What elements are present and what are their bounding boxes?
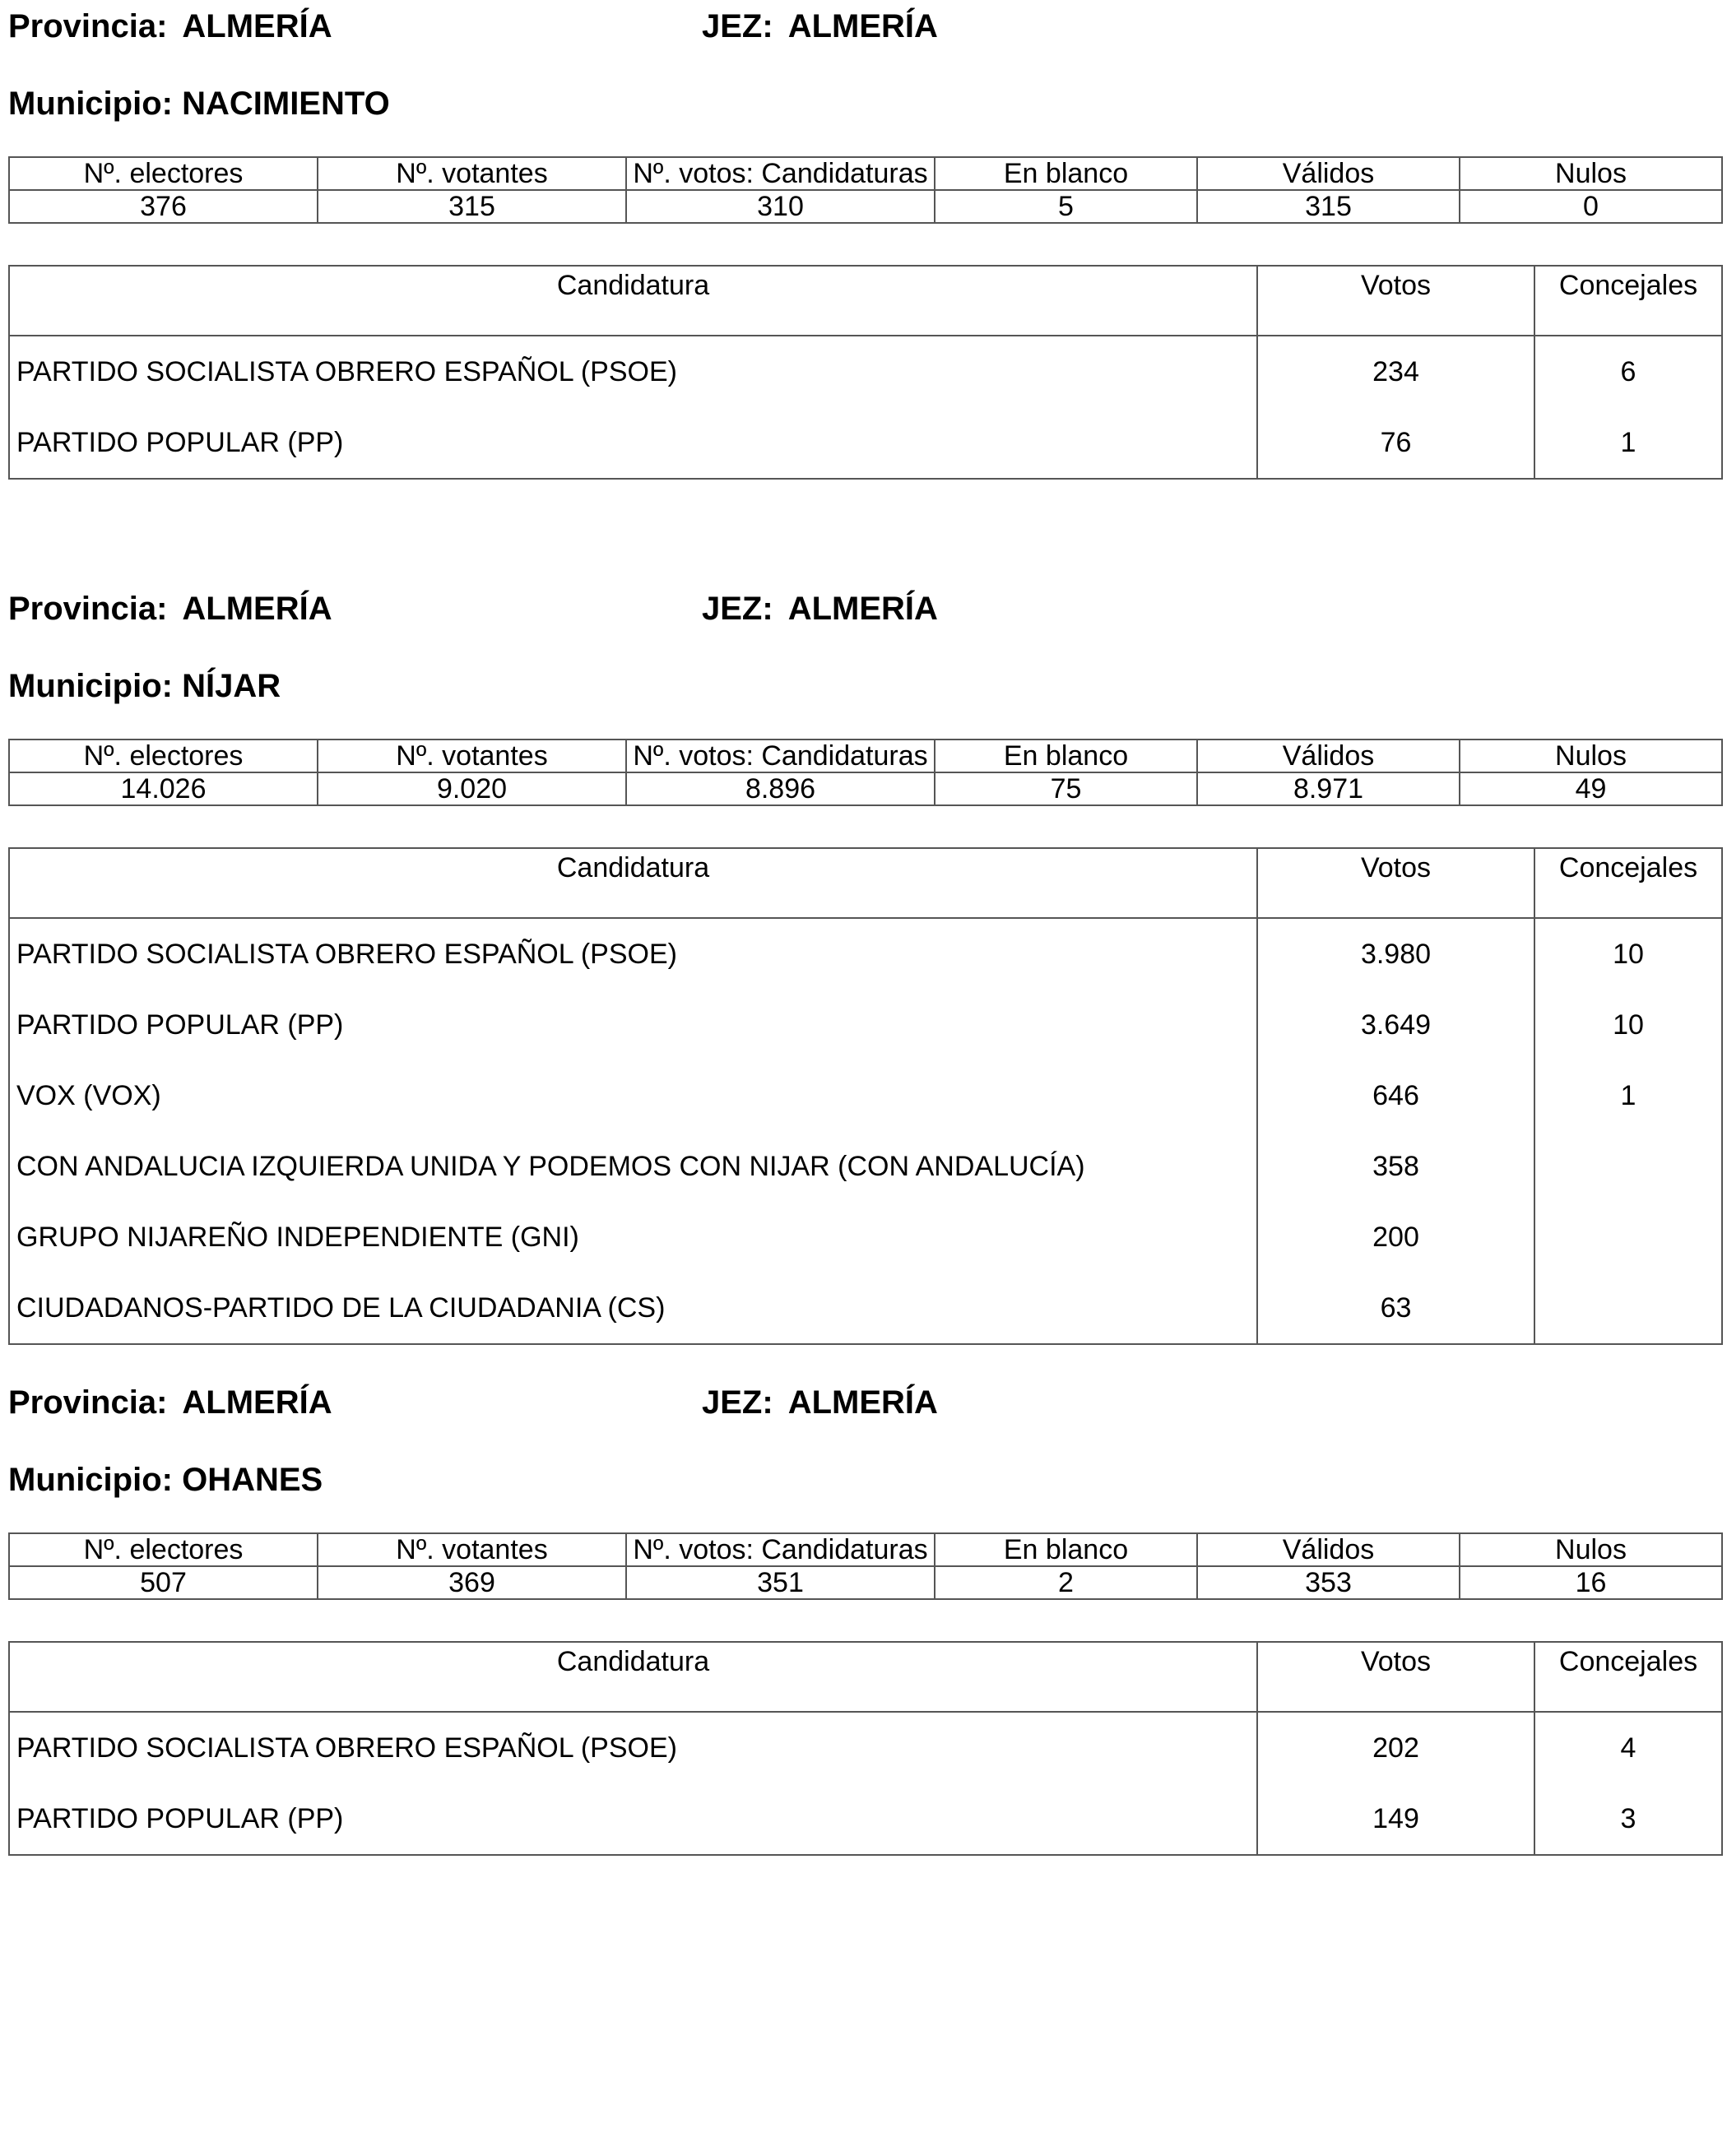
table-row xyxy=(9,1712,1722,1783)
cand-header-row xyxy=(9,1642,1722,1712)
cand-name: CIUDADANOS-PARTIDO DE LA CIUDADANIA (CS) xyxy=(16,1291,666,1324)
cand-concejales: 10 xyxy=(1534,918,1722,990)
stats-votos-candidaturas: 351 xyxy=(626,1566,935,1599)
table-row xyxy=(9,336,1722,407)
jez-value: ALMERÍA xyxy=(787,8,938,44)
cand-name: PARTIDO SOCIALISTA OBRERO ESPAÑOL (PSOE) xyxy=(16,1732,677,1764)
provincia-value: ALMERÍA xyxy=(182,8,332,44)
cand-concejales xyxy=(1534,1131,1722,1202)
cand-votos: 3.649 xyxy=(1257,990,1534,1060)
cand-votos: 200 xyxy=(1257,1202,1534,1273)
cand-concejales xyxy=(1534,1273,1722,1344)
cand-votos: 234 xyxy=(1257,336,1534,407)
cand-votos: 63 xyxy=(1257,1273,1534,1344)
stats-header-electores: Nº. electores xyxy=(9,1533,318,1566)
provincia-heading xyxy=(8,589,332,628)
stats-validos: 8.971 xyxy=(1197,772,1460,805)
jez-label: JEZ: xyxy=(702,591,773,627)
stats-electores: 507 xyxy=(9,1566,318,1599)
cand-votos: 646 xyxy=(1257,1060,1534,1131)
cand-concejales: 4 xyxy=(1534,1712,1722,1783)
stats-header-votos-candidaturas: Nº. votos: Candidaturas xyxy=(626,1533,935,1566)
jez-value: ALMERÍA xyxy=(787,1384,938,1421)
municipio-heading xyxy=(8,84,390,123)
cand-header-candidatura: Candidatura xyxy=(9,848,1257,918)
cand-name: PARTIDO POPULAR (PP) xyxy=(16,426,344,458)
stats-table xyxy=(8,156,1723,224)
stats-header-votantes: Nº. votantes xyxy=(318,157,626,190)
stats-votantes: 315 xyxy=(318,190,626,223)
stats-header-nulos: Nulos xyxy=(1460,1533,1722,1566)
stats-en-blanco: 5 xyxy=(935,190,1197,223)
stats-table xyxy=(8,1532,1723,1600)
stats-votos-candidaturas: 8.896 xyxy=(626,772,935,805)
municipio-value: NÍJAR xyxy=(182,668,281,704)
cand-header-row xyxy=(9,266,1722,336)
table-row xyxy=(9,1060,1722,1131)
municipio-label: Municipio: xyxy=(8,668,173,704)
stats-header-validos: Válidos xyxy=(1197,1533,1460,1566)
stats-votantes: 9.020 xyxy=(318,772,626,805)
cand-name: PARTIDO POPULAR (PP) xyxy=(16,1008,344,1041)
stats-header-validos: Válidos xyxy=(1197,157,1460,190)
cand-votos: 358 xyxy=(1257,1131,1534,1202)
municipio-value: OHANES xyxy=(182,1462,323,1498)
stats-header-electores: Nº. electores xyxy=(9,740,318,772)
table-row xyxy=(9,1131,1722,1202)
provincia-label: Provincia: xyxy=(8,8,168,44)
stats-electores: 14.026 xyxy=(9,772,318,805)
jez-value: ALMERÍA xyxy=(787,591,938,627)
provincia-heading xyxy=(8,1383,332,1422)
candidaturas-table xyxy=(8,1641,1723,1856)
cand-name: CON ANDALUCIA IZQUIERDA UNIDA Y PODEMOS CON NIJAR (CON ANDALUCÍA) xyxy=(16,1150,1085,1182)
stats-validos: 315 xyxy=(1197,190,1460,223)
municipio-heading xyxy=(8,1460,323,1500)
stats-value-row xyxy=(9,1566,1722,1599)
stats-header-votos-candidaturas: Nº. votos: Candidaturas xyxy=(626,157,935,190)
table-row xyxy=(9,1202,1722,1273)
cand-header-concejales: Concejales xyxy=(1534,1642,1722,1712)
provincia-heading xyxy=(8,7,332,46)
stats-table xyxy=(8,739,1723,806)
stats-header-en-blanco: En blanco xyxy=(935,740,1197,772)
stats-en-blanco: 75 xyxy=(935,772,1197,805)
stats-value-row xyxy=(9,190,1722,223)
cand-name: VOX (VOX) xyxy=(16,1079,161,1111)
cand-concejales: 6 xyxy=(1534,336,1722,407)
cand-concejales: 10 xyxy=(1534,990,1722,1060)
cand-header-concejales: Concejales xyxy=(1534,266,1722,336)
cand-header-candidatura: Candidatura xyxy=(9,266,1257,336)
cand-header-votos: Votos xyxy=(1257,266,1534,336)
municipio-label: Municipio: xyxy=(8,86,173,122)
cand-votos: 202 xyxy=(1257,1712,1534,1783)
provincia-label: Provincia: xyxy=(8,1384,168,1421)
stats-value-row xyxy=(9,772,1722,805)
stats-header-nulos: Nulos xyxy=(1460,157,1722,190)
stats-header-row xyxy=(9,1533,1722,1566)
cand-name: GRUPO NIJAREÑO INDEPENDIENTE (GNI) xyxy=(16,1221,579,1253)
table-row xyxy=(9,1783,1722,1855)
jez-heading xyxy=(702,7,938,46)
stats-electores: 376 xyxy=(9,190,318,223)
candidaturas-table xyxy=(8,847,1723,1345)
municipio-label: Municipio: xyxy=(8,1462,173,1498)
municipio-value: NACIMIENTO xyxy=(182,86,390,122)
cand-votos: 149 xyxy=(1257,1783,1534,1855)
provincia-value: ALMERÍA xyxy=(182,1384,332,1421)
cand-name: PARTIDO SOCIALISTA OBRERO ESPAÑOL (PSOE) xyxy=(16,938,677,970)
municipio-heading xyxy=(8,666,281,706)
provincia-label: Provincia: xyxy=(8,591,168,627)
stats-header-en-blanco: En blanco xyxy=(935,1533,1197,1566)
table-row xyxy=(9,1273,1722,1344)
cand-header-row xyxy=(9,848,1722,918)
table-row xyxy=(9,918,1722,990)
cand-header-candidatura: Candidatura xyxy=(9,1642,1257,1712)
table-row xyxy=(9,990,1722,1060)
provincia-value: ALMERÍA xyxy=(182,591,332,627)
stats-en-blanco: 2 xyxy=(935,1566,1197,1599)
stats-header-row xyxy=(9,157,1722,190)
stats-nulos: 16 xyxy=(1460,1566,1722,1599)
table-row xyxy=(9,407,1722,479)
cand-header-concejales: Concejales xyxy=(1534,848,1722,918)
stats-header-electores: Nº. electores xyxy=(9,157,318,190)
stats-validos: 353 xyxy=(1197,1566,1460,1599)
cand-concejales: 1 xyxy=(1534,407,1722,479)
cand-votos: 76 xyxy=(1257,407,1534,479)
cand-concejales: 3 xyxy=(1534,1783,1722,1855)
stats-header-nulos: Nulos xyxy=(1460,740,1722,772)
jez-heading xyxy=(702,1383,938,1422)
jez-heading xyxy=(702,589,938,628)
cand-concejales xyxy=(1534,1202,1722,1273)
stats-header-validos: Válidos xyxy=(1197,740,1460,772)
candidaturas-table xyxy=(8,265,1723,480)
stats-nulos: 0 xyxy=(1460,190,1722,223)
stats-header-row xyxy=(9,740,1722,772)
stats-nulos: 49 xyxy=(1460,772,1722,805)
cand-concejales: 1 xyxy=(1534,1060,1722,1131)
stats-header-votos-candidaturas: Nº. votos: Candidaturas xyxy=(626,740,935,772)
cand-name: PARTIDO POPULAR (PP) xyxy=(16,1802,344,1834)
stats-header-en-blanco: En blanco xyxy=(935,157,1197,190)
stats-votantes: 369 xyxy=(318,1566,626,1599)
cand-header-votos: Votos xyxy=(1257,1642,1534,1712)
stats-votos-candidaturas: 310 xyxy=(626,190,935,223)
cand-votos: 3.980 xyxy=(1257,918,1534,990)
stats-header-votantes: Nº. votantes xyxy=(318,740,626,772)
cand-name: PARTIDO SOCIALISTA OBRERO ESPAÑOL (PSOE) xyxy=(16,355,677,387)
jez-label: JEZ: xyxy=(702,8,773,44)
stats-header-votantes: Nº. votantes xyxy=(318,1533,626,1566)
cand-header-votos: Votos xyxy=(1257,848,1534,918)
jez-label: JEZ: xyxy=(702,1384,773,1421)
